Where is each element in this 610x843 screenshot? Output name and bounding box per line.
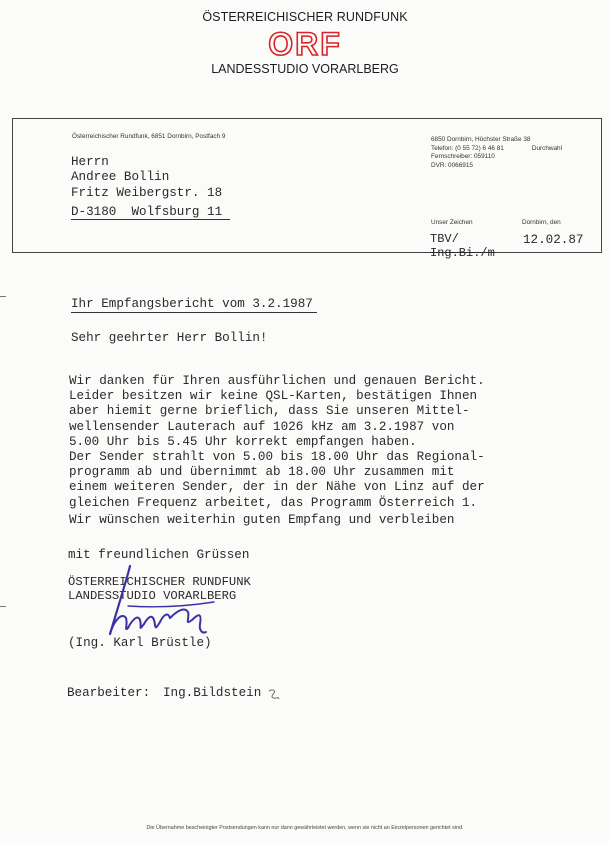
sender-dvr: DVR: 0066915 [431, 162, 473, 170]
fold-mark [0, 296, 6, 297]
extension-label: Durchwahl [531, 144, 563, 152]
paragraph-2 [69, 450, 485, 511]
orf-logo [0, 27, 610, 64]
fold-mark [0, 606, 6, 607]
recipient-city: D-3180 Wolfsburg 11 [71, 205, 230, 220]
sender-phone-number: Telefon: (0 55 72) 6 46 81 [431, 144, 504, 152]
signer-name: (Ing. Karl Brüstle) [68, 636, 212, 650]
orf-logo-text: ORF [268, 27, 342, 59]
recipient-street: Fritz Weibergstr. 18 [71, 185, 223, 200]
orf-logo-mark [250, 27, 360, 59]
sender-phone [431, 145, 562, 154]
sender-address: 6850 Dornbirn, Höchster Straße 38 [431, 136, 531, 143]
our-ref-line-2: Ing.Bi./m [430, 246, 495, 260]
paragraph-1-line: 5.00 Uhr bis 5.45 Uhr korrekt empfangen haben. [69, 434, 417, 449]
recipient-name: Andree Bollin [71, 170, 170, 185]
our-ref-line-1: TBV/ [430, 232, 459, 246]
our-ref-label: Unser Zeichen [431, 219, 473, 226]
letter-date: 12.02.87 [523, 233, 584, 247]
sender-info [431, 136, 562, 171]
signature-studio: LANDESSTUDIO VORARLBERG [68, 589, 237, 603]
paragraph-2-line: gleichen Frequenz arbeitet, das Programm Österreich 1. [69, 495, 478, 510]
paragraph-1 [69, 374, 485, 450]
studio-name-header: LANDESSTUDIO VORARLBERG [211, 62, 399, 76]
editor-name: Ing.Bildstein [163, 686, 262, 700]
paragraph-3: Wir wünschen weiterhin guten Empfang und verbleiben [69, 513, 455, 527]
handwritten-signature [88, 562, 218, 642]
subject-line: Ihr Empfangsbericht vom 3.2.1987 [71, 297, 317, 313]
recipient-salutation: Herrn [71, 155, 109, 169]
paragraph-1-line: wellensender Lauterach auf 1026 kHz am 3.2.1987 von [69, 419, 455, 434]
editor-label: Bearbeiter: [67, 686, 151, 700]
paragraph-2-line: einem weiteren Sender, der in der Nähe von Linz auf der [69, 480, 485, 495]
sender-return-line: Österreichischer Rundfunk, 6851 Dornbirn, Postfach 9 [72, 133, 226, 140]
paragraph-2-line: programm ab und übernimmt ab 18.00 Uhr zusammen mit [69, 465, 455, 480]
footer-note: Die Übernahme bescheinigter Postsendungen kann nur dann gewährleistet werden, wenn sie nicht an Einzelpersonen gerichtet sind. [146, 825, 464, 831]
org-name-header: ÖSTERREICHISCHER RUNDFUNK [202, 10, 408, 24]
paragraph-1-line: Wir danken für Ihren ausführlichen und genauen Bericht. [69, 374, 485, 388]
our-ref-value [430, 232, 495, 260]
date-label: Dornbirn, den [522, 219, 561, 226]
sender-telex: Fernschreiber: 059110 [431, 153, 495, 161]
greeting: Sehr geehrter Herr Bollin! [71, 331, 268, 345]
closing: mit freundlichen Grüssen [68, 548, 250, 562]
initials-mark [266, 687, 282, 703]
paragraph-2-line: Der Sender strahlt von 5.00 bis 18.00 Uhr das Regional- [69, 450, 485, 464]
signature-org: ÖSTERREICHISCHER RUNDFUNK [68, 575, 251, 589]
paragraph-1-line: aber hiemit gerne brieflich, dass Sie unseren Mittel- [69, 404, 470, 419]
paragraph-1-line: Leider besitzen wir keine QSL-Karten, bestätigen Ihnen [69, 389, 478, 404]
recipient-address [71, 155, 222, 201]
